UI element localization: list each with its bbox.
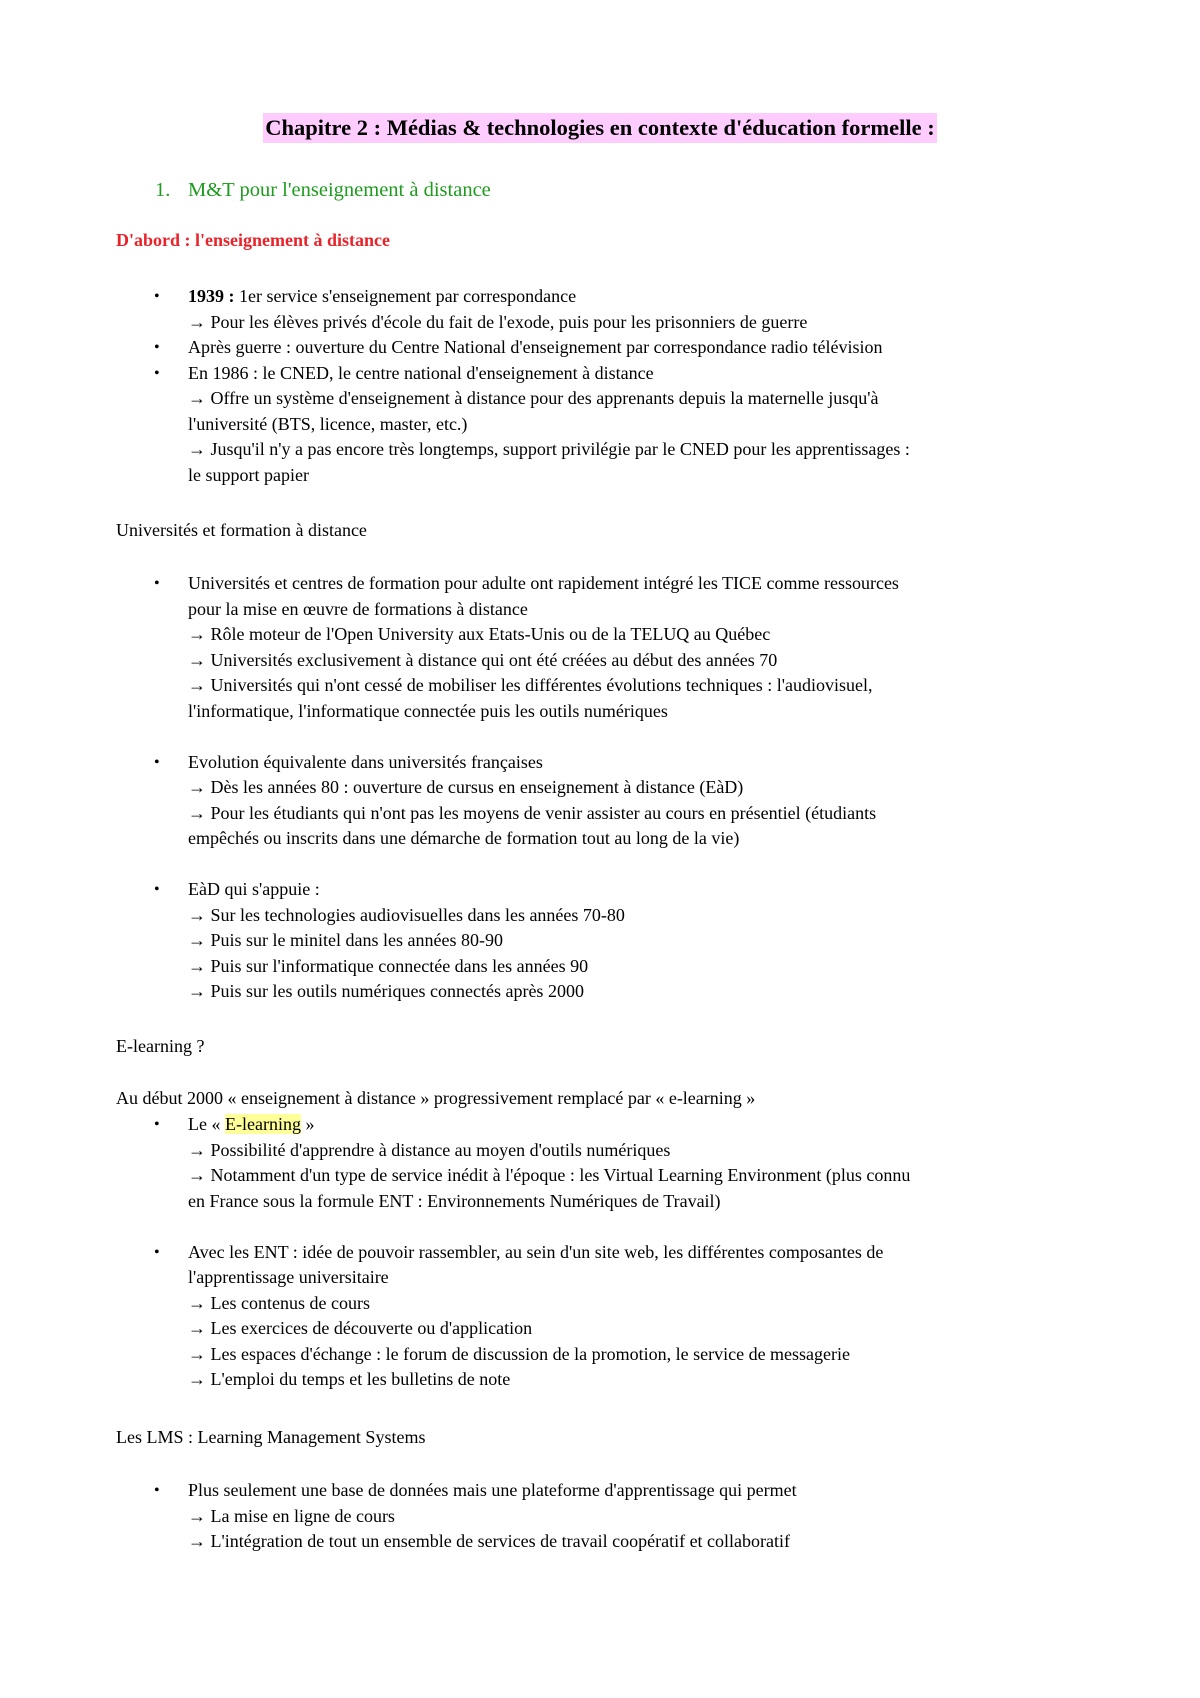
- item-text: → Puis sur les outils numériques connectés après 2000: [188, 981, 584, 1001]
- item-text: EàD qui s'appuie :: [188, 879, 320, 899]
- section-label: M&T pour l'enseignement à distance: [188, 179, 491, 201]
- paragraph-lms: Les LMS : Learning Management Systems: [116, 1427, 426, 1447]
- item-text: en France sous la formule ENT : Environnements Numériques de Travail): [188, 1190, 721, 1211]
- item-text: → Rôle moteur de l'Open University aux Etats-Unis ou de la TELUQ au Québec: [188, 624, 771, 644]
- item-text: empêchés ou inscrits dans une démarche de formation tout au long de la vie): [188, 828, 740, 848]
- paragraph-universites: Universités et formation à distance: [116, 520, 367, 540]
- list-item: [0, 335, 1200, 361]
- highlighted-term: E-learning: [224, 1114, 301, 1134]
- paragraph-au-debut: Au début 2000 « enseignement à distance » progressivement remplacé par « e-learning »: [116, 1088, 756, 1108]
- bullet-icon: •: [154, 1116, 160, 1133]
- item-text: Evolution équivalente dans universités françaises: [188, 751, 543, 772]
- item-text: 1er service s'enseignement par correspondance: [234, 286, 577, 306]
- list-item: [0, 361, 1200, 489]
- list-item: [0, 750, 1200, 878]
- item-text: → Sur les technologies audiovisuelles dans les années 70-80: [188, 904, 625, 925]
- bullet-icon: •: [154, 753, 160, 771]
- bullet-icon: •: [154, 1243, 160, 1261]
- item-text: → Universités exclusivement à distance qui ont été créées au début des années 70: [188, 649, 778, 670]
- item-text: l'université (BTS, licence, master, etc.): [188, 413, 468, 434]
- item-text: → Dès les années 80 : ouverture de cursus en enseignement à distance (EàD): [188, 777, 744, 797]
- item-text: → Pour les élèves privés d'école du fait de l'exode, puis pour les prisonniers de guerre: [188, 311, 808, 332]
- bullet-list-history: [0, 284, 1200, 488]
- item-text: → Les espaces d'échange : le forum de discussion de la promotion, le service de messagerie: [188, 1343, 851, 1364]
- item-text: → Universités qui n'ont cessé de mobiliser les différentes évolutions techniques : l'audiovisuel,: [188, 675, 873, 695]
- bullet-list-lms: [0, 1478, 1200, 1555]
- title-container: [0, 113, 1200, 143]
- item-text: → Pour les étudiants qui n'ont pas les moyens de venir assister au cours en présentiel (étudiants: [188, 802, 877, 823]
- item-text: Universités et centres de formation pour adulte ont rapidement intégré les TICE comme ressources: [188, 573, 899, 593]
- item-text: Le «: [188, 1114, 225, 1134]
- bullet-icon: •: [154, 288, 160, 305]
- bullet-list-universites: [0, 571, 1200, 1005]
- list-item: [0, 1240, 1200, 1393]
- chapter-title: Chapitre 2 : Médias & technologies en contexte d'éducation formelle :: [263, 113, 936, 143]
- bullet-icon: •: [154, 575, 160, 592]
- item-text: → L'intégration de tout un ensemble de services de travail coopératif et collaboratif: [188, 1531, 791, 1551]
- item-text: »: [300, 1114, 315, 1134]
- item-text: l'apprentissage universitaire: [188, 1267, 389, 1287]
- item-text: → L'emploi du temps et les bulletins de note: [188, 1369, 511, 1389]
- list-item: [0, 284, 1200, 335]
- item-text: pour la mise en œuvre de formations à distance: [188, 598, 528, 619]
- subheading-dabord: D'abord : l'enseignement à distance: [116, 230, 390, 250]
- item-text: → Possibilité d'apprendre à distance au moyen d'outils numériques: [188, 1139, 671, 1160]
- list-item: [0, 1478, 1200, 1555]
- item-text: l'informatique, l'informatique connectée puis les outils numériques: [188, 700, 668, 721]
- item-text: → Puis sur le minitel dans les années 80-90: [188, 930, 503, 950]
- year-label: 1939 :: [188, 286, 235, 306]
- list-item: [0, 1112, 1200, 1240]
- item-text: → Notamment d'un type de service inédit à l'époque : les Virtual Learning Environment (plus connu: [188, 1165, 911, 1185]
- item-text: → Puis sur l'informatique connectée dans les années 90: [188, 955, 589, 976]
- item-text: → Offre un système d'enseignement à distance pour des apprenants depuis la maternelle jusqu'à: [188, 388, 879, 408]
- item-text: → La mise en ligne de cours: [188, 1505, 395, 1526]
- paragraph-elearning-question: E-learning ?: [116, 1036, 205, 1056]
- bullet-icon: •: [154, 881, 160, 898]
- item-text: Après guerre : ouverture du Centre National d'enseignement par correspondance radio télévision: [188, 337, 883, 357]
- section-heading-1: [155, 176, 491, 204]
- item-text: Plus seulement une base de données mais une plateforme d'apprentissage qui permet: [188, 1480, 797, 1500]
- item-text: Avec les ENT : idée de pouvoir rassembler, au sein d'un site web, les différentes composantes de: [188, 1241, 884, 1262]
- item-text: le support papier: [188, 464, 309, 485]
- list-item: [0, 571, 1200, 750]
- list-item: [0, 877, 1200, 1005]
- bullet-icon: •: [154, 364, 160, 382]
- item-text: → Les exercices de découverte ou d'application: [188, 1318, 533, 1338]
- item-text: En 1986 : le CNED, le centre national d'enseignement à distance: [188, 362, 654, 383]
- bullet-list-elearning: [0, 1112, 1200, 1393]
- bullet-icon: •: [154, 339, 160, 356]
- bullet-icon: •: [154, 1482, 160, 1499]
- item-text: → Les contenus de cours: [188, 1292, 370, 1313]
- item-text: → Jusqu'il n'y a pas encore très longtemps, support privilégie par le CNED pour les apprentissages :: [188, 439, 910, 459]
- section-number: 1.: [155, 179, 171, 201]
